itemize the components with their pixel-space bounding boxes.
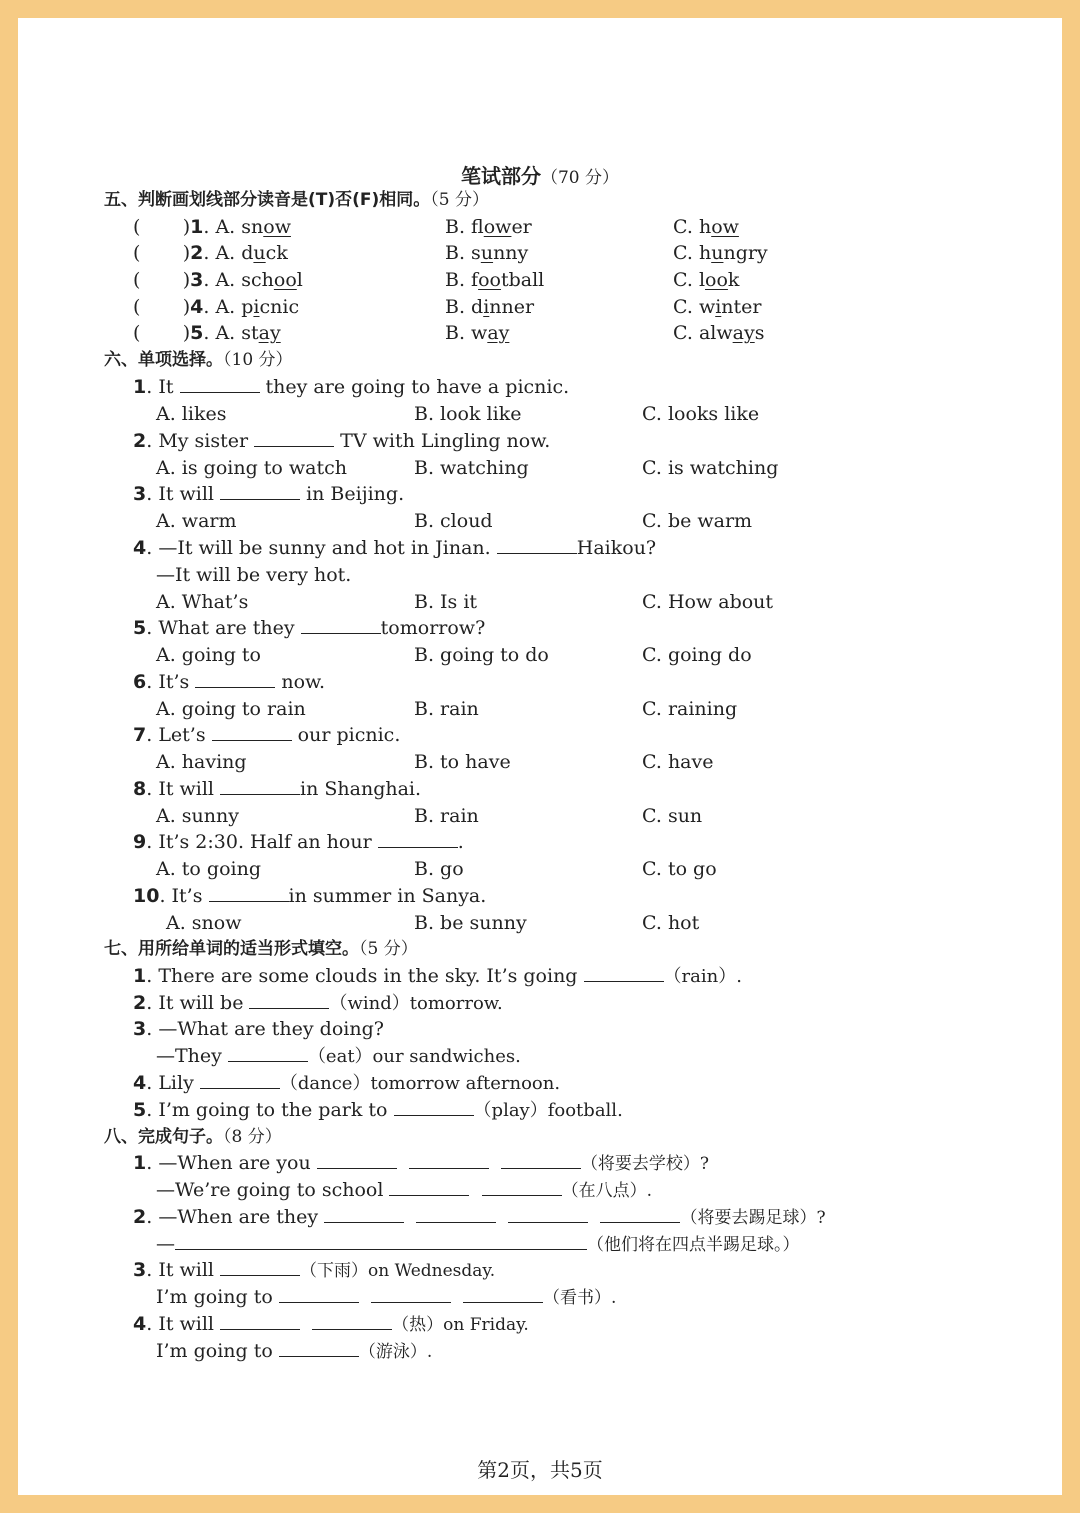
s6-q2-option-b: B. watching [414,457,529,479]
s6-q2-option-c: C. is watching [642,457,779,479]
s6-q3-option-a: A. warm [156,510,237,532]
s5-row-3: ( )3. A. school [133,269,303,291]
s6-q3: 3. It will in Beijing. [133,483,405,505]
blank[interactable] [312,1313,392,1330]
s7-q3: 3. —What are they doing? [133,1018,384,1040]
s6-q5-option-a: A. going to [156,644,261,666]
s6-q9-option-b: B. go [414,858,464,880]
s5-row-1: ( )1. A. snow [133,216,291,238]
blank[interactable] [324,1206,404,1223]
s6-q7-option-b: B. to have [414,751,511,773]
s6-q6-option-a: A. going to rain [156,698,306,720]
s6-q9: 9. It’s 2:30. Half an hour . [133,831,464,853]
s6-q1-option-a: A. likes [156,403,227,425]
blank[interactable] [254,430,334,447]
s7-q2: 2. It will be （wind）tomorrow. [133,992,503,1014]
blank[interactable] [175,1233,587,1250]
blank[interactable] [249,992,329,1009]
s5-row-4-option-b: B. dinner [445,296,535,318]
s6-q3-option-b: B. cloud [414,510,493,532]
s7-q1: 1. There are some clouds in the sky. It’s going （rain）. [133,965,742,987]
s5-row-5: ( )5. A. stay [133,322,281,344]
s6-q8-option-b: B. rain [414,805,479,827]
page-title: 笔试部分（70 分） [460,164,620,188]
blank[interactable] [600,1206,680,1223]
s5-row-4-option-c: C. winter [673,296,762,318]
s8-q2-answer-line: — （他们将在四点半踢足球。） [156,1233,800,1255]
s6-q9-option-c: C. to go [642,858,717,880]
s6-q4-option-b: B. Is it [414,591,478,613]
s6-q4-option-c: C. How about [642,591,774,613]
section-5-heading: 五、判断画划线部分读音是(T)否(F)相同。（5 分） [104,190,490,210]
s5-row-1-option-c: C. how [673,216,739,238]
blank[interactable] [378,831,458,848]
blank[interactable] [463,1286,543,1303]
blank[interactable] [409,1152,489,1169]
s6-q5: 5. What are they tomorrow? [133,617,486,639]
section-7-heading: 七、用所给单词的适当形式填空。（5 分） [104,939,418,959]
page-footer: 第2页，共5页 [477,1458,603,1482]
blank[interactable] [279,1286,359,1303]
s6-q4-line2: —It will be very hot. [156,564,352,586]
blank[interactable] [497,537,577,554]
blank[interactable] [317,1152,397,1169]
s8-q3-answer-line: I’m going to （看书）. [156,1286,617,1308]
s6-q6-option-c: C. raining [642,698,738,720]
s8-q1: 1. —When are you （将要去学校）? [133,1152,710,1174]
blank[interactable] [209,885,289,902]
blank[interactable] [301,617,381,634]
s6-q3-option-c: C. be warm [642,510,753,532]
s6-q1: 1. It they are going to have a picnic. [133,376,570,398]
s6-q9-option-a: A. to going [156,858,261,880]
s6-q8-option-a: A. sunny [156,805,239,827]
blank[interactable] [212,724,292,741]
s8-q3: 3. It will （下雨）on Wednesday. [133,1259,496,1281]
s5-row-3-option-c: C. look [673,269,740,291]
s6-q6-option-b: B. rain [414,698,479,720]
s6-q2-option-a: A. is going to watch [156,457,348,479]
s6-q8-option-c: C. sun [642,805,703,827]
s6-q7: 7. Let’s our picnic. [133,724,401,746]
s6-q10-option-b: B. be sunny [414,912,527,934]
blank[interactable] [200,1072,280,1089]
blank[interactable] [482,1179,562,1196]
s6-q2: 2. My sister TV with Lingling now. [133,430,551,452]
s5-row-2-option-c: C. hungry [673,242,768,264]
blank[interactable] [394,1099,474,1116]
blank[interactable] [220,778,300,795]
s6-q8: 8. It will in Shanghai. [133,778,422,800]
s6-q1-option-b: B. look like [414,403,522,425]
blank[interactable] [220,483,300,500]
s8-q2: 2. —When are they （将要去踢足球）? [133,1206,826,1228]
s5-row-5-option-b: B. way [445,322,510,344]
blank[interactable] [371,1286,451,1303]
section-6-heading: 六、单项选择。（10 分） [104,350,293,370]
s6-q10-option-a: A. snow [166,912,242,934]
s6-q10: 10. It’s in summer in Sanya. [133,885,487,907]
s5-row-2-option-b: B. sunny [445,242,529,264]
s6-q1-option-c: C. looks like [642,403,760,425]
blank[interactable] [389,1179,469,1196]
blank[interactable] [508,1206,588,1223]
s5-row-3-option-b: B. football [445,269,545,291]
s5-row-4: ( )4. A. picnic [133,296,300,318]
s6-q7-option-a: A. having [156,751,247,773]
worksheet-page [18,18,1062,1495]
s6-q7-option-c: C. have [642,751,714,773]
blank[interactable] [584,965,664,982]
blank[interactable] [228,1045,308,1062]
s7-q5: 5. I’m going to the park to （play）football. [133,1099,623,1121]
s6-q4: 4. —It will be sunny and hot in Jinan. Haikou? [133,537,657,559]
s6-q10-option-c: C. hot [642,912,700,934]
s6-q5-option-b: B. going to do [414,644,549,666]
s8-q4-answer-line: I’m going to （游泳）. [156,1340,433,1362]
blank[interactable] [180,376,260,393]
s6-q5-option-c: C. going do [642,644,752,666]
s6-q4-option-a: A. What’s [156,591,249,613]
s8-q4: 4. It will （热）on Friday. [133,1313,529,1335]
blank[interactable] [195,671,275,688]
blank[interactable] [220,1313,300,1330]
blank[interactable] [279,1340,359,1357]
blank[interactable] [220,1259,300,1276]
section-8-heading: 八、完成句子。（8 分） [104,1127,282,1147]
s7-q3-answer-line: —They （eat）our sandwiches. [156,1045,521,1067]
s5-row-2: ( )2. A. duck [133,242,288,264]
s8-q1-answer-line: —We’re going to school （在八点）. [156,1179,652,1201]
s5-row-1-option-b: B. flower [445,216,532,238]
blank[interactable] [501,1152,581,1169]
s7-q4: 4. Lily （dance）tomorrow afternoon. [133,1072,561,1094]
s5-row-5-option-c: C. always [673,322,765,344]
blank[interactable] [416,1206,496,1223]
s6-q6: 6. It’s now. [133,671,326,693]
